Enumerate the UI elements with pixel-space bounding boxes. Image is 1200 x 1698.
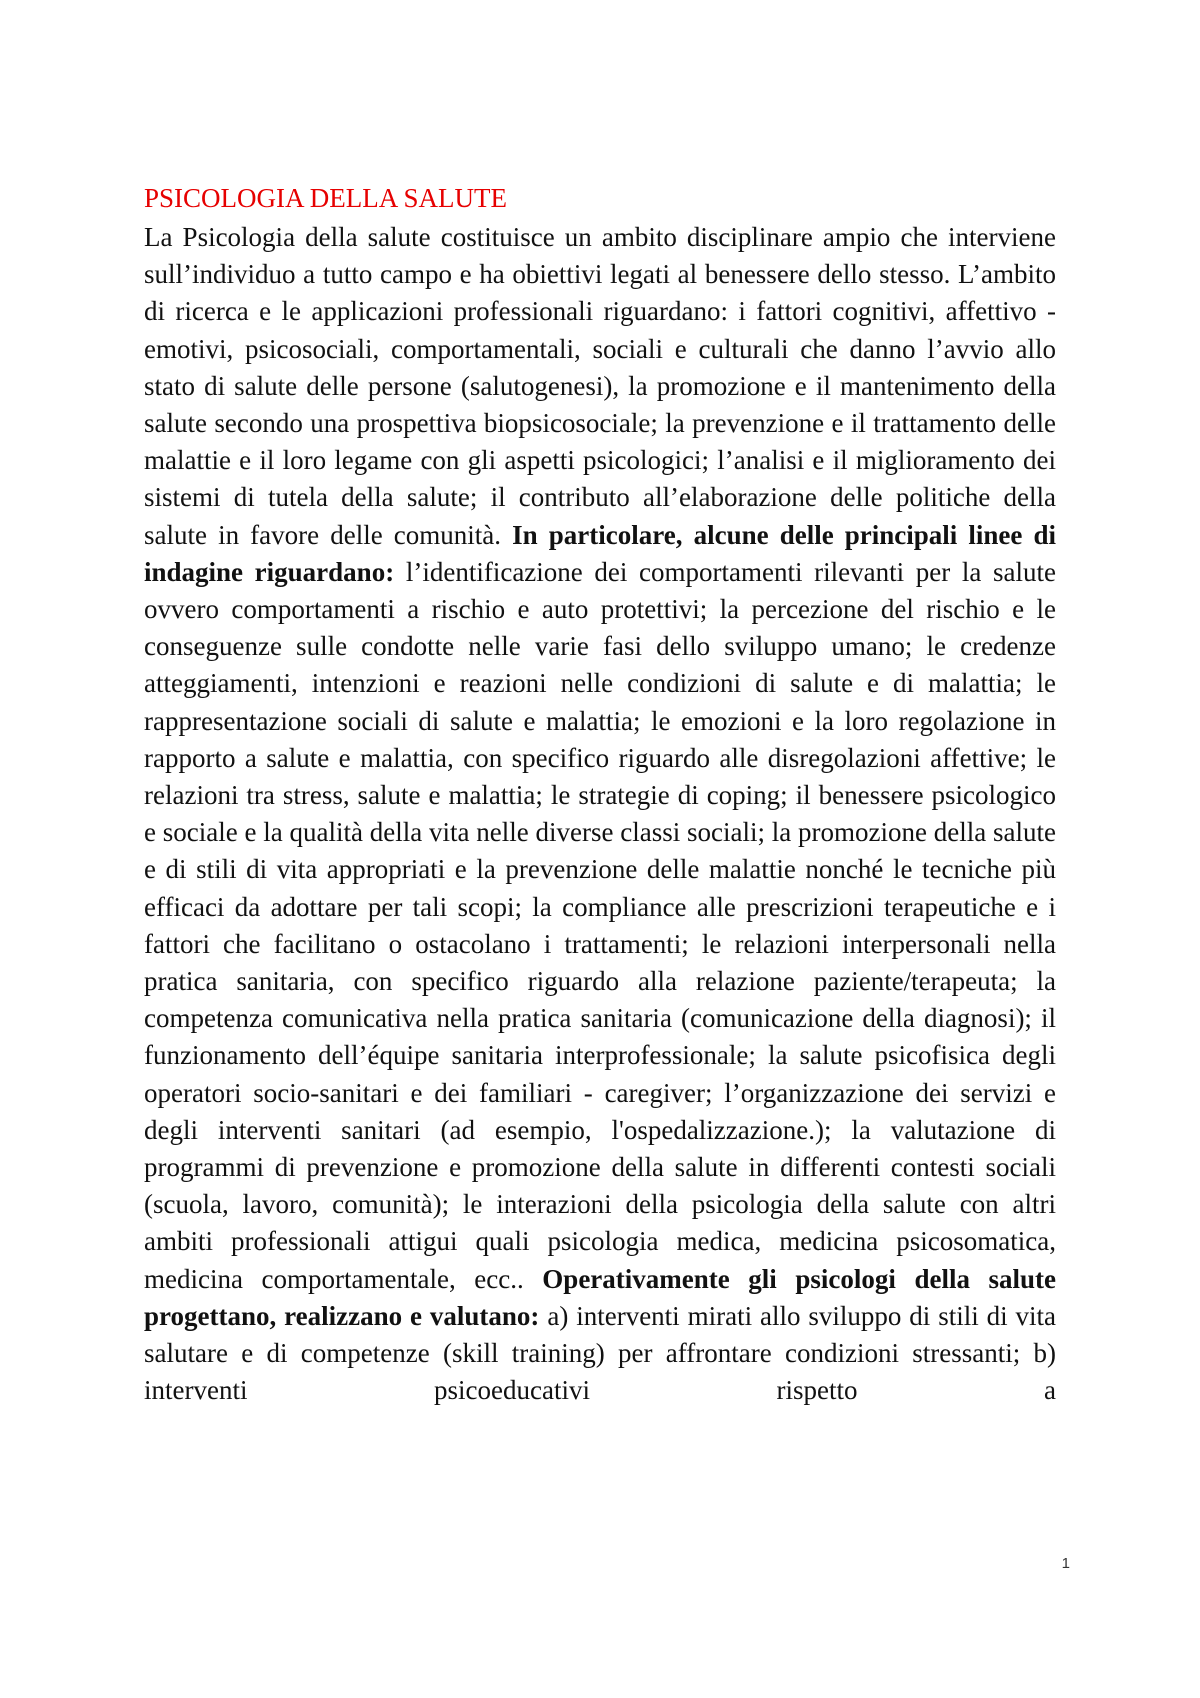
paragraph-text-interventions: a) interventi mirati allo sviluppo di stili di vita salutare e di competenze (skill training) per affrontare condizioni stressanti; b) interventi psicoeducativi rispetto a — [144, 1300, 1057, 1406]
page-number: 1 — [1061, 1555, 1070, 1572]
paragraph-text-intro: La Psicologia della salute costituisce un ambito disciplinare ampio che interviene sull’individuo a tutto campo e ha obiettivi legati al benessere dello stesso. L’ambito di ricerca e le applicazioni professionali riguardano: i fattori cognitivi, affettivo - emotivi, psicosociali, comportamentali, sociali e culturali che danno l’avvio allo stato di salute delle persone (salutogenesi), la promozione e il mantenimento della salute secondo una prospettiva biopsicosociale; la prevenzione e il trattamento delle malattie e il loro legame con gli aspetti psicologici; l’analisi e il miglioramento dei sistemi di tutela della salute; il contributo all’elaborazione delle politiche della salute in favore delle comunità. — [144, 222, 1056, 550]
paragraph-bold-research-lines: In particolare, alcune delle principali linee di indagine riguardano: — [144, 519, 1057, 587]
body-paragraph — [144, 219, 1056, 1410]
document-title: PSICOLOGIA DELLA SALUTE — [144, 183, 507, 213]
paragraph-bold-operational: Operativamente gli psicologi della salute progettano, realizzano e valutano: — [144, 1263, 1057, 1331]
paragraph-text-research-topics: l’identificazione dei comportamenti rilevanti per la salute ovvero comportamenti a rischio e auto protettivi; la percezione del rischio e le conseguenze sulle condotte nelle varie fasi dello sviluppo umano; le credenze atteggiamenti, intenzioni e reazioni nelle condizioni di salute e di malattia; le rappresentazione sociali di salute e malattia; le emozioni e la loro regolazione in rapporto a salute e malattia, con specifico riguardo alle disregolazioni affettive; le relazioni tra stress, salute e malattia; le strategie di coping; il benessere psicologico e sociale e la qualità della vita nelle diverse classi sociali; la promozione della salute e di stili di vita appropriati e la prevenzione delle malattie nonché le tecniche più efficaci da adottare per tali scopi; la compliance alle prescrizioni terapeutiche e i fattori che facilitano o ostacolano i trattamenti; le relazioni interpersonali nella pratica sanitaria, con specifico riguardo alla relazione paziente/terapeuta; la competenza comunicativa nella pratica sanitaria (comunicazione della diagnosi); il funzionamento dell’équipe sanitaria interprofessionale; la salute psicofisica degli operatori socio-sanitari e dei familiari - caregiver; l’organizzazione dei servizi e degli interventi sanitari (ad esempio, l'ospedalizzazione.); la valutazione di programmi di prevenzione e promozione della salute in differenti contesti sociali (scuola, lavoro, comunità); le interazioni della psicologia della salute con altri ambiti professionali attigui quali psicologia medica, medicina psicosomatica, medicina comportamentale, ecc.. — [144, 556, 1057, 1294]
